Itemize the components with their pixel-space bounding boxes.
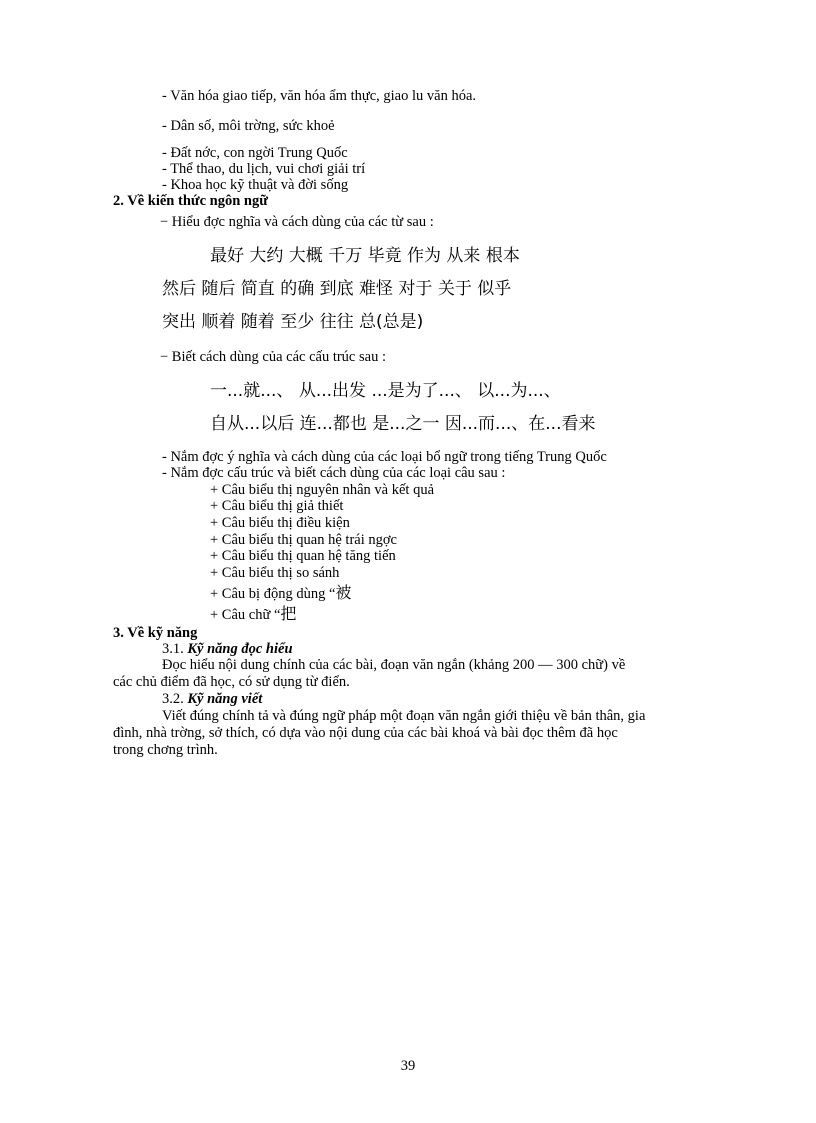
sentence-type: + Câu biểu thị điều kiện: [210, 515, 350, 531]
sentence-type: + Câu biểu thị quan hệ trái ngợc: [210, 532, 397, 548]
subsection-3-2-heading: [162, 691, 262, 707]
structure-intro: − Biết cách dùng của các cấu trúc sau :: [160, 349, 386, 365]
sentence-types-intro: - Nắm đợc cấu trúc và biết cách dùng của các loại câu sau :: [162, 465, 506, 481]
paragraph-line: Đọc hiểu nội dung chính của các bài, đoạn văn ngắn (khảng 200 — 300 chữ) về: [162, 657, 626, 673]
vocab-row: 然后 随后 简直 的确 到底 难怪 对于 关于 似乎: [162, 279, 512, 299]
paragraph-line: trong chơng trình.: [113, 742, 218, 758]
subsection-3-1-heading: [162, 641, 293, 657]
passive-sentence-line: [210, 585, 351, 602]
topic-line: - Văn hóa giao tiếp, văn hóa ẩm thực, giao lu văn hóa.: [162, 88, 477, 104]
subsection-number: 3.1.: [162, 641, 188, 657]
ba-sentence-line: [210, 606, 296, 623]
ba-char: 把: [280, 604, 297, 623]
topic-line: - Dân số, môi trờng, sức khoẻ: [162, 118, 335, 134]
paragraph-line: các chủ điểm đã học, có sử dụng từ điển.: [113, 674, 350, 690]
subsection-title: Kỹ năng đọc hiểu: [187, 641, 293, 657]
subsection-number: 3.2.: [162, 691, 188, 707]
topic-line: - Đất nớc, con ngời Trung Quốc: [162, 145, 348, 161]
sentence-type: + Câu biểu thị so sánh: [210, 565, 340, 581]
vocab-row: 最好 大约 大概 千万 毕竟 作为 从来 根本: [210, 246, 520, 266]
passive-char: 被: [335, 583, 352, 602]
paragraph-line: đình, nhà trờng, sở thích, có dựa vào nội dung của các bài khoá và bài đọc thêm đã học: [113, 725, 618, 741]
complement-line: - Nắm đợc ý nghĩa và cách dùng của các loại bổ ngữ trong tiếng Trung Quốc: [162, 449, 607, 465]
section-3-heading: 3. Về kỹ năng: [113, 625, 198, 641]
topic-line: - Khoa học kỹ thuật và đời sống: [162, 177, 349, 193]
sentence-type: + Câu biểu thị giả thiết: [210, 498, 344, 514]
vocab-row: 突出 顺着 随着 至少 往往 总(总是): [162, 312, 424, 332]
sentence-type: + Câu biểu thị quan hệ tăng tiến: [210, 548, 396, 564]
passive-prefix: + Câu bị động dùng “: [210, 586, 336, 602]
page-number: 39: [400, 1058, 416, 1074]
structure-row: 一...就...、 从...出发 ...是为了...、 以...为...、: [210, 381, 561, 401]
subsection-title: Kỹ năng viết: [187, 691, 263, 707]
section-2-heading: 2. Về kiến thức ngôn ngữ: [113, 193, 268, 209]
ba-prefix: + Câu chữ “: [210, 607, 281, 623]
sentence-type: + Câu biểu thị nguyên nhân và kết quả: [210, 482, 435, 498]
paragraph-line: Viết đúng chính tả và đúng ngữ pháp một đoạn văn ngắn giới thiệu về bản thân, gia: [162, 708, 646, 724]
topic-line: - Thể thao, du lịch, vui chơi giải trí: [162, 161, 366, 177]
vocab-intro: − Hiểu đợc nghĩa và cách dùng của các từ sau :: [160, 214, 434, 230]
structure-row: 自从...以后 连...都也 是...之一 因...而...、在...看来: [210, 414, 596, 434]
